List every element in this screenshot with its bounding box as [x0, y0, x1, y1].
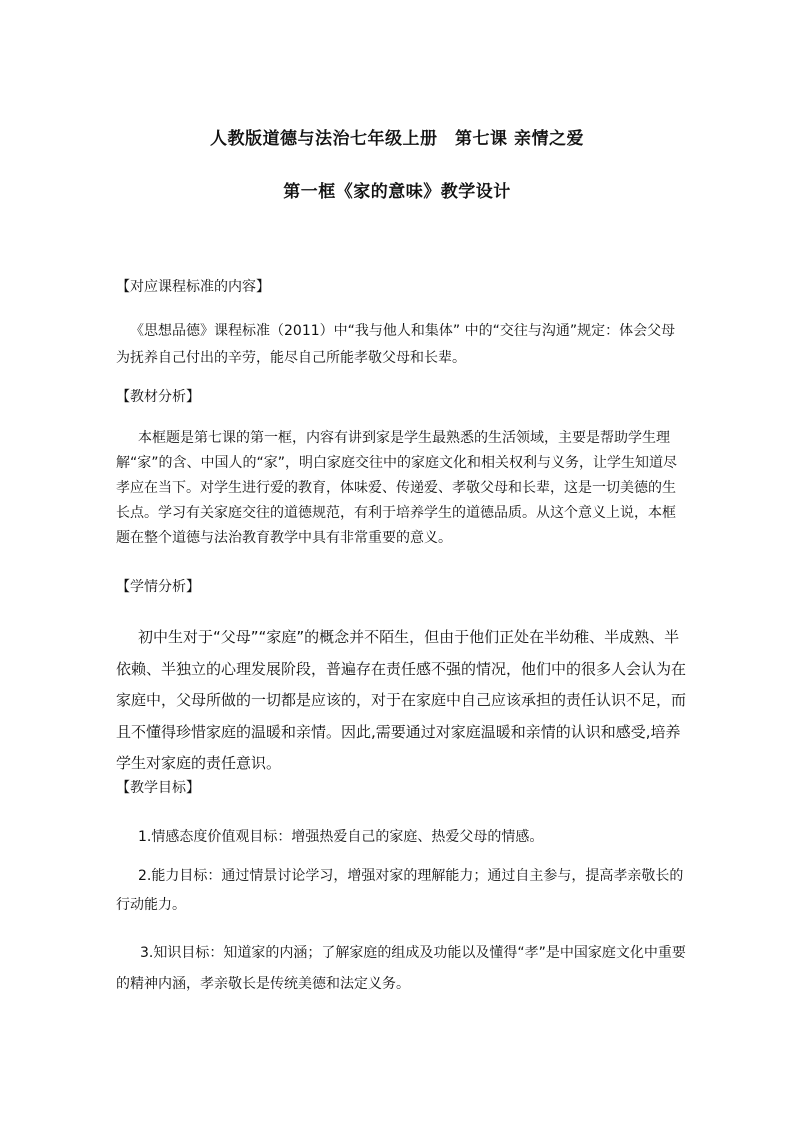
- document-subtitle: 第一框《家的意味》教学设计: [283, 182, 511, 202]
- goal-item: 1.情感态度价值观目标：增强热爱自己的家庭、热爱父母的情感。: [138, 829, 544, 845]
- section-heading-standard: 【对应课程标准的内容】: [116, 279, 270, 295]
- document-title: 人教版道德与法治七年级上册 第七课 亲情之爱: [210, 129, 584, 149]
- goal-item: 3.知识目标：知道家的内涵；了解家庭的组成及功能以及懂得“孝”是中国家庭文化中重要的精神内涵，孝亲敬长是传统美德和法定义务。: [116, 945, 686, 992]
- section-text-student: 初中生对于“父母”“家庭”的概念并不陌生，但由于他们正处在半幼稚、半成熟、半依赖、半独立的心理发展阶段，普遍存在责任感不强的情况，他们中的很多人会认为在家庭中，父母所做的一切都是应该的，对于在家庭中自己应该承担的责任认识不足，而且不懂得珍惜家庭的温暖和亲情。因此,需要通过对家庭温暖和亲情的认识和感受,培养学生对家庭的责任意识。: [116, 628, 687, 772]
- section-heading-student: 【学情分析】: [116, 579, 200, 595]
- section-heading-goals: 【教学目标】: [116, 780, 200, 796]
- section-text-standard: 《思想品德》课程标准（2011）中“我与他人和集体” 中的“交往与沟通”规定：体会父母为抚养自己付出的辛劳，能尽自己所能孝敬父母和长辈。: [116, 323, 676, 366]
- goal-item: 2.能力目标：通过情景讨论学习，增强对家的理解能力；通过自主参与，提高孝亲敬长的行动能力。: [116, 868, 684, 913]
- section-heading-textbook: 【教材分析】: [116, 389, 200, 405]
- section-text-textbook: 本框题是第七课的第一框，内容有讲到家是学生最熟悉的生活领域，主要是帮助学生理解“家”的含、中国人的“家”，明白家庭交往中的家庭文化和相关权利与义务，让学生知道尽孝应在当下。对学生进行爱的教育，体味爱、传递爱、孝敬父母和长辈，这是一切美德的生长点。学习有关家庭交往的道德规范，有利于培养学生的道德品质。从这个意义上说，本框题在整个道德与法治教育教学中具有非常重要的意义。: [116, 430, 678, 546]
